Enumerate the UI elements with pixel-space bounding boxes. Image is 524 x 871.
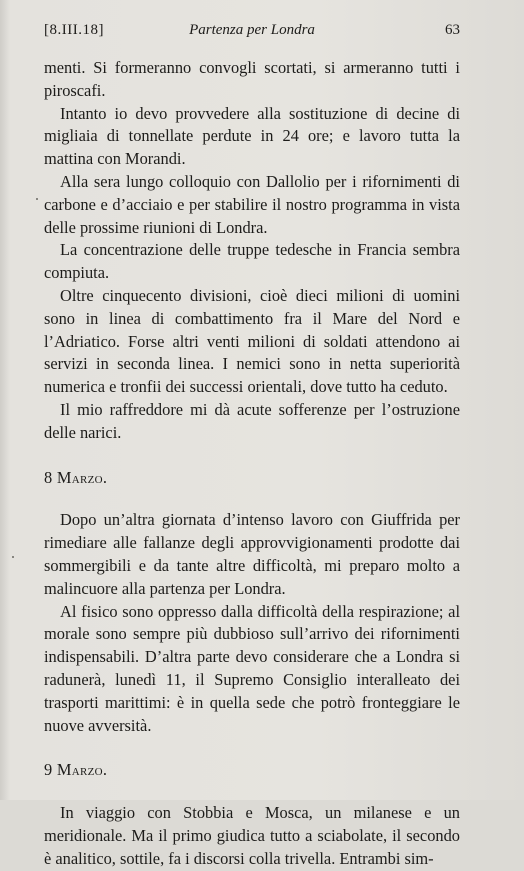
paragraph: Intanto io devo provvedere alla sostituzione di decine di migliaia di tonnellate perdute in 24 ore; e lavoro tutta la mattina con Morandi. [44,103,460,169]
paragraph: Al fisico sono oppresso dalla difficoltà della respirazione; al morale sono sempre più dubbioso sull’arrivo dei rifornimenti indispensabili. D’altra parte devo considerare che a Londra si radunerà, lunedì 11, il Supremo Consiglio interalleato dei trasporti marittimi: è in quella sede che potrò fronteggiare le nuove avversità. [44,601,460,735]
paragraph: menti. Si formeranno convogli scortati, si armeranno tutti i piroscafi. [44,58,460,100]
paper-speck [36,198,38,200]
date-heading: 9 Marzo. [44,760,108,780]
page-body [44,57,460,871]
running-head [44,22,460,42]
paper-speck [12,556,14,558]
date-heading: 8 Marzo. [44,467,108,487]
page-number: 63 [445,22,460,38]
header-date-range: [8.III.18] [44,22,104,38]
paragraph: Dopo un’altra giornata d’intenso lavoro con Giuffrida per rimediare alle fallanze degli approvvigionamenti prodotte dai sommergibili e da tante altre difficoltà, mi preparo molto a malincuore alla partenza per Londra. [44,510,460,598]
paragraph: Il mio raffreddore mi dà acute sofferenze per l’ostruzione delle narici. [44,399,460,442]
paragraph: Oltre cinquecento divisioni, cioè dieci milioni di uomini sono in linea di combattimento fra il Mare del Nord e l’Adriatico. Forse altri venti milioni di soldati attendono ai servizi in seconda linea. I nemici sono in netta superiorità numerica e tronfii dei successi orientali, dove tutto ha ceduto. [44,285,460,397]
paragraph: In viaggio con Stobbia e Mosca, un milanese e un meridionale. Ma il primo giudica tutto a sciabolate, il secondo è analitico, sottile, fa i discorsi colla trivella. Entrambi sim- [44,803,460,868]
paragraph: La concentrazione delle truppe tedesche in Francia sembra compiuta. [44,240,460,283]
header-chapter-title: Partenza per Londra [189,22,315,38]
paragraph: Alla sera lungo colloquio con Dallolio per i rifornimenti di carbone e d’acciaio e per stabilire il nostro programma in vista delle prossime riunioni di Londra. [44,171,460,237]
